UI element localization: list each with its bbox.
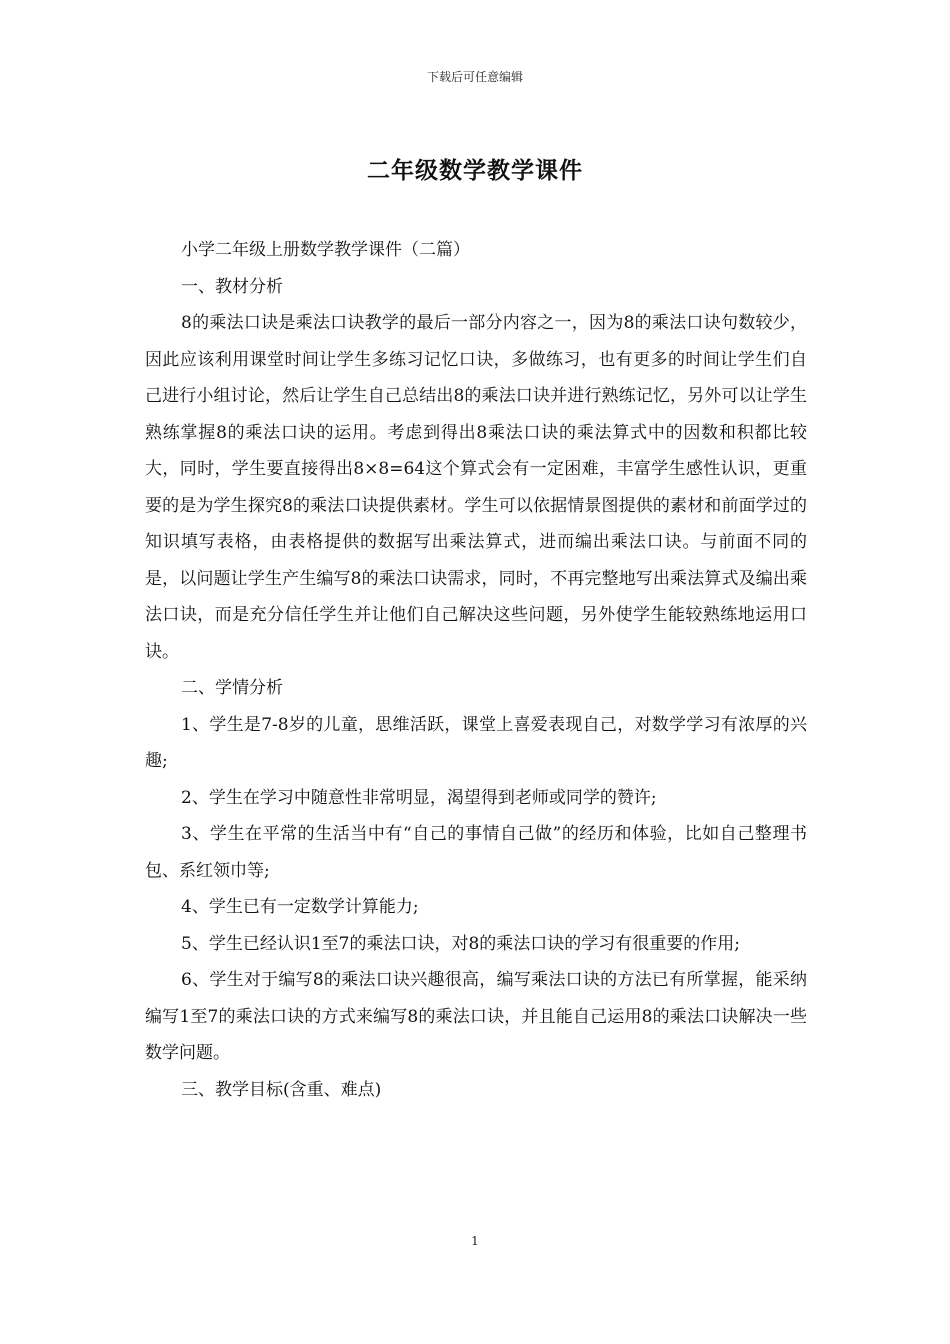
document-body [145,232,807,1108]
list-item: 5、学生已经认识1至7的乘法口诀，对8的乘法口诀的学习有很重要的作用; [181,933,740,954]
list-item: 3、学生在平常的生活当中有“自己的事情自己做”的经历和体验，比如自己整理书包、系红领巾等; [145,824,807,881]
list-item: 4、学生已有一定数学计算能力; [181,897,419,917]
section-heading-2: 二、学情分析 [181,678,283,698]
document-title: 二年级数学教学课件 [367,157,583,184]
section-heading-3: 三、教学目标(含重、难点) [181,1079,382,1100]
header-note: 下载后可任意编辑 [426,70,523,84]
list-item: 6、学生对于编写8的乘法口诀兴趣很高，编写乘法口诀的方法已有所掌握，能采纳编写1至7的乘法口诀的方式来编写8的乘法口诀，并且能自己运用8的乘法口诀解决一些数学问题。 [145,970,807,1063]
section-heading-1: 一、教材分析 [181,276,283,297]
list-item: 2、学生在学习中随意性非常明显，渴望得到老师或同学的赞许; [181,787,657,808]
subtitle-paragraph: 小学二年级上册数学教学课件（二篇） [181,240,470,260]
body-paragraph: 8的乘法口诀是乘法口诀教学的最后一部分内容之一，因为8的乘法口诀句数较少，因此应该利用课堂时间让学生多练习记忆口诀，多做练习，也有更多的时间让学生们自己进行小组讨论，然后让学生自己总结出8的乘法口诀并进行熟练记忆，另外可以让学生熟练掌握8的乘法口诀的运用。考虑到得出8乘法口诀的乘法算式中的因数和积都比较大，同时，学生要直接得出8×8=64这个算式会有一定困难，丰富学生感性认识，更重要的是为学生探究8的乘法口诀提供素材。学生可以依据情景图提供的素材和前面学过的知识填写表格，由表格提供的数据写出乘法算式，进而编出乘法口诀。与前面不同的是，以问题让学生产生编写8的乘法口诀需求，同时，不再完整地写出乘法算式及编出乘法口诀，而是充分信任学生并让他们自己解决这些问题，另外使学生能较熟练地运用口诀。 [145,313,807,662]
list-item: 1、学生是7-8岁的儿童，思维活跃，课堂上喜爱表现自己，对数学学习有浓厚的兴趣; [145,714,807,771]
page-number: 1 [471,1234,479,1248]
